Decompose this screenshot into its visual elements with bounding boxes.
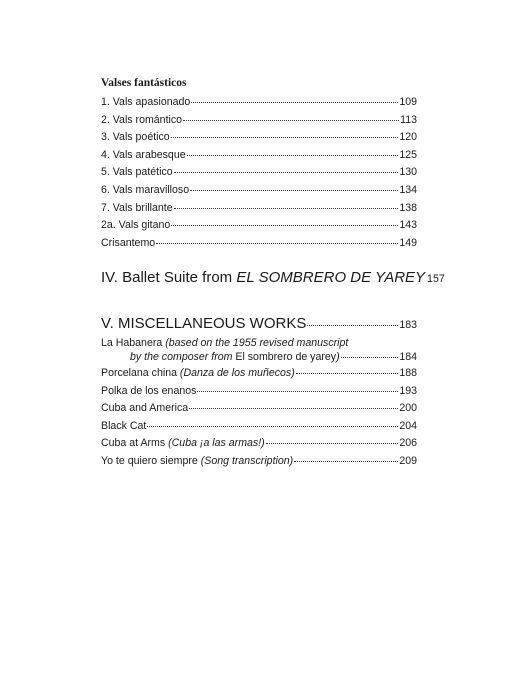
- misc-entry-page: 204: [399, 419, 417, 432]
- misc-entry-label: Black Cat: [101, 419, 147, 432]
- valses-entry-page: 109: [399, 96, 417, 108]
- leader-dots: [183, 120, 399, 121]
- misc-entry-label: Cuba and America: [101, 402, 189, 415]
- ballet-title-prefix: IV. Ballet Suite from: [101, 269, 237, 286]
- valses-entry-label: 2. Vals romántico: [101, 113, 183, 126]
- valses-entry: [101, 164, 417, 182]
- leader-dots: [190, 190, 398, 191]
- valses-entry-title: [101, 112, 182, 130]
- valses-entry: [101, 94, 417, 112]
- misc-entry-page: 188: [399, 367, 417, 379]
- misc-entry-label: Porcelana china: [101, 367, 180, 379]
- ballet-title-work: EL SOMBRERO DE YAREY: [236, 269, 426, 286]
- valses-entry: [101, 112, 417, 130]
- leader-dots: [174, 208, 399, 209]
- leader-dots: [174, 172, 399, 173]
- valses-heading: Valses fantásticos: [101, 77, 187, 89]
- valses-entry-title: [101, 147, 186, 165]
- valses-section: [101, 76, 417, 252]
- valses-entry-page: 125: [399, 148, 417, 161]
- valses-entry-label: Crisantemo: [101, 236, 156, 249]
- valses-entry-title: [101, 182, 189, 200]
- leader-dots: [156, 243, 398, 244]
- habanera-note-part-a: by the composer from: [130, 350, 236, 363]
- leader-dots: [171, 225, 398, 226]
- valses-entry-label: 4. Vals arabesque: [101, 148, 186, 161]
- misc-entry-note: (Danza de los muñecos): [179, 367, 295, 379]
- valses-entry-label: 2a. Vals gitano: [101, 219, 171, 232]
- misc-row: [101, 314, 417, 335]
- misc-page: 183: [399, 319, 417, 331]
- misc-entry-title: [101, 365, 295, 383]
- valses-entry-label: 5. Vals patético: [101, 166, 173, 179]
- habanera-note-part-c: ): [336, 350, 340, 363]
- valses-entry: [101, 217, 417, 235]
- ballet-page: 157: [427, 273, 445, 285]
- habanera-note-line2: [101, 351, 340, 365]
- misc-entry: [101, 453, 417, 471]
- leader-dots: [294, 461, 398, 462]
- valses-entry: [101, 147, 417, 165]
- leader-dots: [296, 373, 399, 374]
- valses-entry: [101, 200, 417, 218]
- valses-entry: [101, 129, 417, 147]
- ballet-title: [101, 268, 425, 288]
- misc-section: [101, 314, 417, 471]
- ballet-section: [101, 268, 445, 289]
- habanera-line1: [101, 337, 417, 351]
- valses-entry-title: [101, 217, 170, 235]
- misc-entry-title: [101, 400, 188, 418]
- misc-entry: [101, 400, 417, 418]
- leader-dots: [197, 391, 398, 392]
- valses-entry-label: 7. Vals brillante: [101, 201, 173, 214]
- valses-entry-page: 138: [399, 201, 417, 214]
- misc-entry: [101, 365, 417, 383]
- habanera-label: La Habanera: [101, 337, 166, 349]
- misc-entry-label: Yo te quiero siempre: [101, 454, 201, 467]
- misc-entry-note: (Song transcription): [200, 454, 294, 467]
- misc-entry: [101, 418, 417, 436]
- leader-dots: [189, 408, 398, 409]
- valses-entry-page: 149: [399, 236, 417, 249]
- valses-entry-page: 130: [399, 166, 417, 179]
- leader-dots: [147, 426, 398, 427]
- valses-entry: [101, 235, 417, 253]
- valses-entry-title: [101, 94, 190, 112]
- leader-dots: [187, 155, 399, 156]
- misc-entry-page: 200: [399, 402, 417, 415]
- valses-entry-page: 120: [399, 131, 417, 144]
- leader-dots: [341, 357, 399, 358]
- misc-entry-title: [101, 418, 146, 436]
- valses-entry-title: [101, 129, 170, 147]
- valses-entry-label: 3. Vals poético: [101, 131, 170, 144]
- leader-dots: [266, 443, 399, 444]
- misc-entry-title: [101, 453, 293, 471]
- valses-entry-label: 1. Vals apasionado: [101, 96, 191, 108]
- habanera-line2: [101, 351, 417, 365]
- misc-entry-title: [101, 435, 265, 453]
- leader-dots: [171, 137, 399, 138]
- leader-dots: [191, 102, 398, 103]
- misc-entry-label: Polka de los enanos: [101, 384, 197, 397]
- valses-entry-title: [101, 164, 173, 182]
- valses-entry-page: 143: [399, 219, 417, 232]
- habanera-note-part-b: El sombrero de yarey: [235, 350, 337, 363]
- leader-dots: [307, 325, 398, 326]
- misc-entry-page: 193: [399, 384, 417, 397]
- misc-entry-page: 206: [399, 437, 417, 450]
- valses-entry-title: [101, 200, 173, 218]
- misc-entry: [101, 435, 417, 453]
- habanera-entry: [101, 337, 417, 364]
- misc-list: [101, 365, 417, 471]
- valses-entry: [101, 182, 417, 200]
- misc-entry-title: [101, 383, 196, 401]
- habanera-page: 184: [399, 350, 417, 363]
- misc-entry-page: 209: [399, 454, 417, 467]
- misc-entry-note: (Cuba ¡a las armas!): [168, 437, 265, 450]
- valses-entry-label: 6. Vals maravilloso: [101, 183, 190, 196]
- misc-entry-label: Cuba at Arms: [101, 437, 169, 450]
- misc-entry: [101, 383, 417, 401]
- misc-title: V. MISCELLANEOUS WORKS: [101, 315, 307, 332]
- ballet-row: [101, 268, 445, 289]
- valses-entry-title: [101, 235, 155, 253]
- valses-entry-page: 113: [400, 113, 417, 126]
- valses-list: [101, 94, 417, 252]
- habanera-note-line1: (based on the 1955 revised manuscript: [165, 337, 349, 349]
- valses-entry-page: 134: [399, 183, 417, 196]
